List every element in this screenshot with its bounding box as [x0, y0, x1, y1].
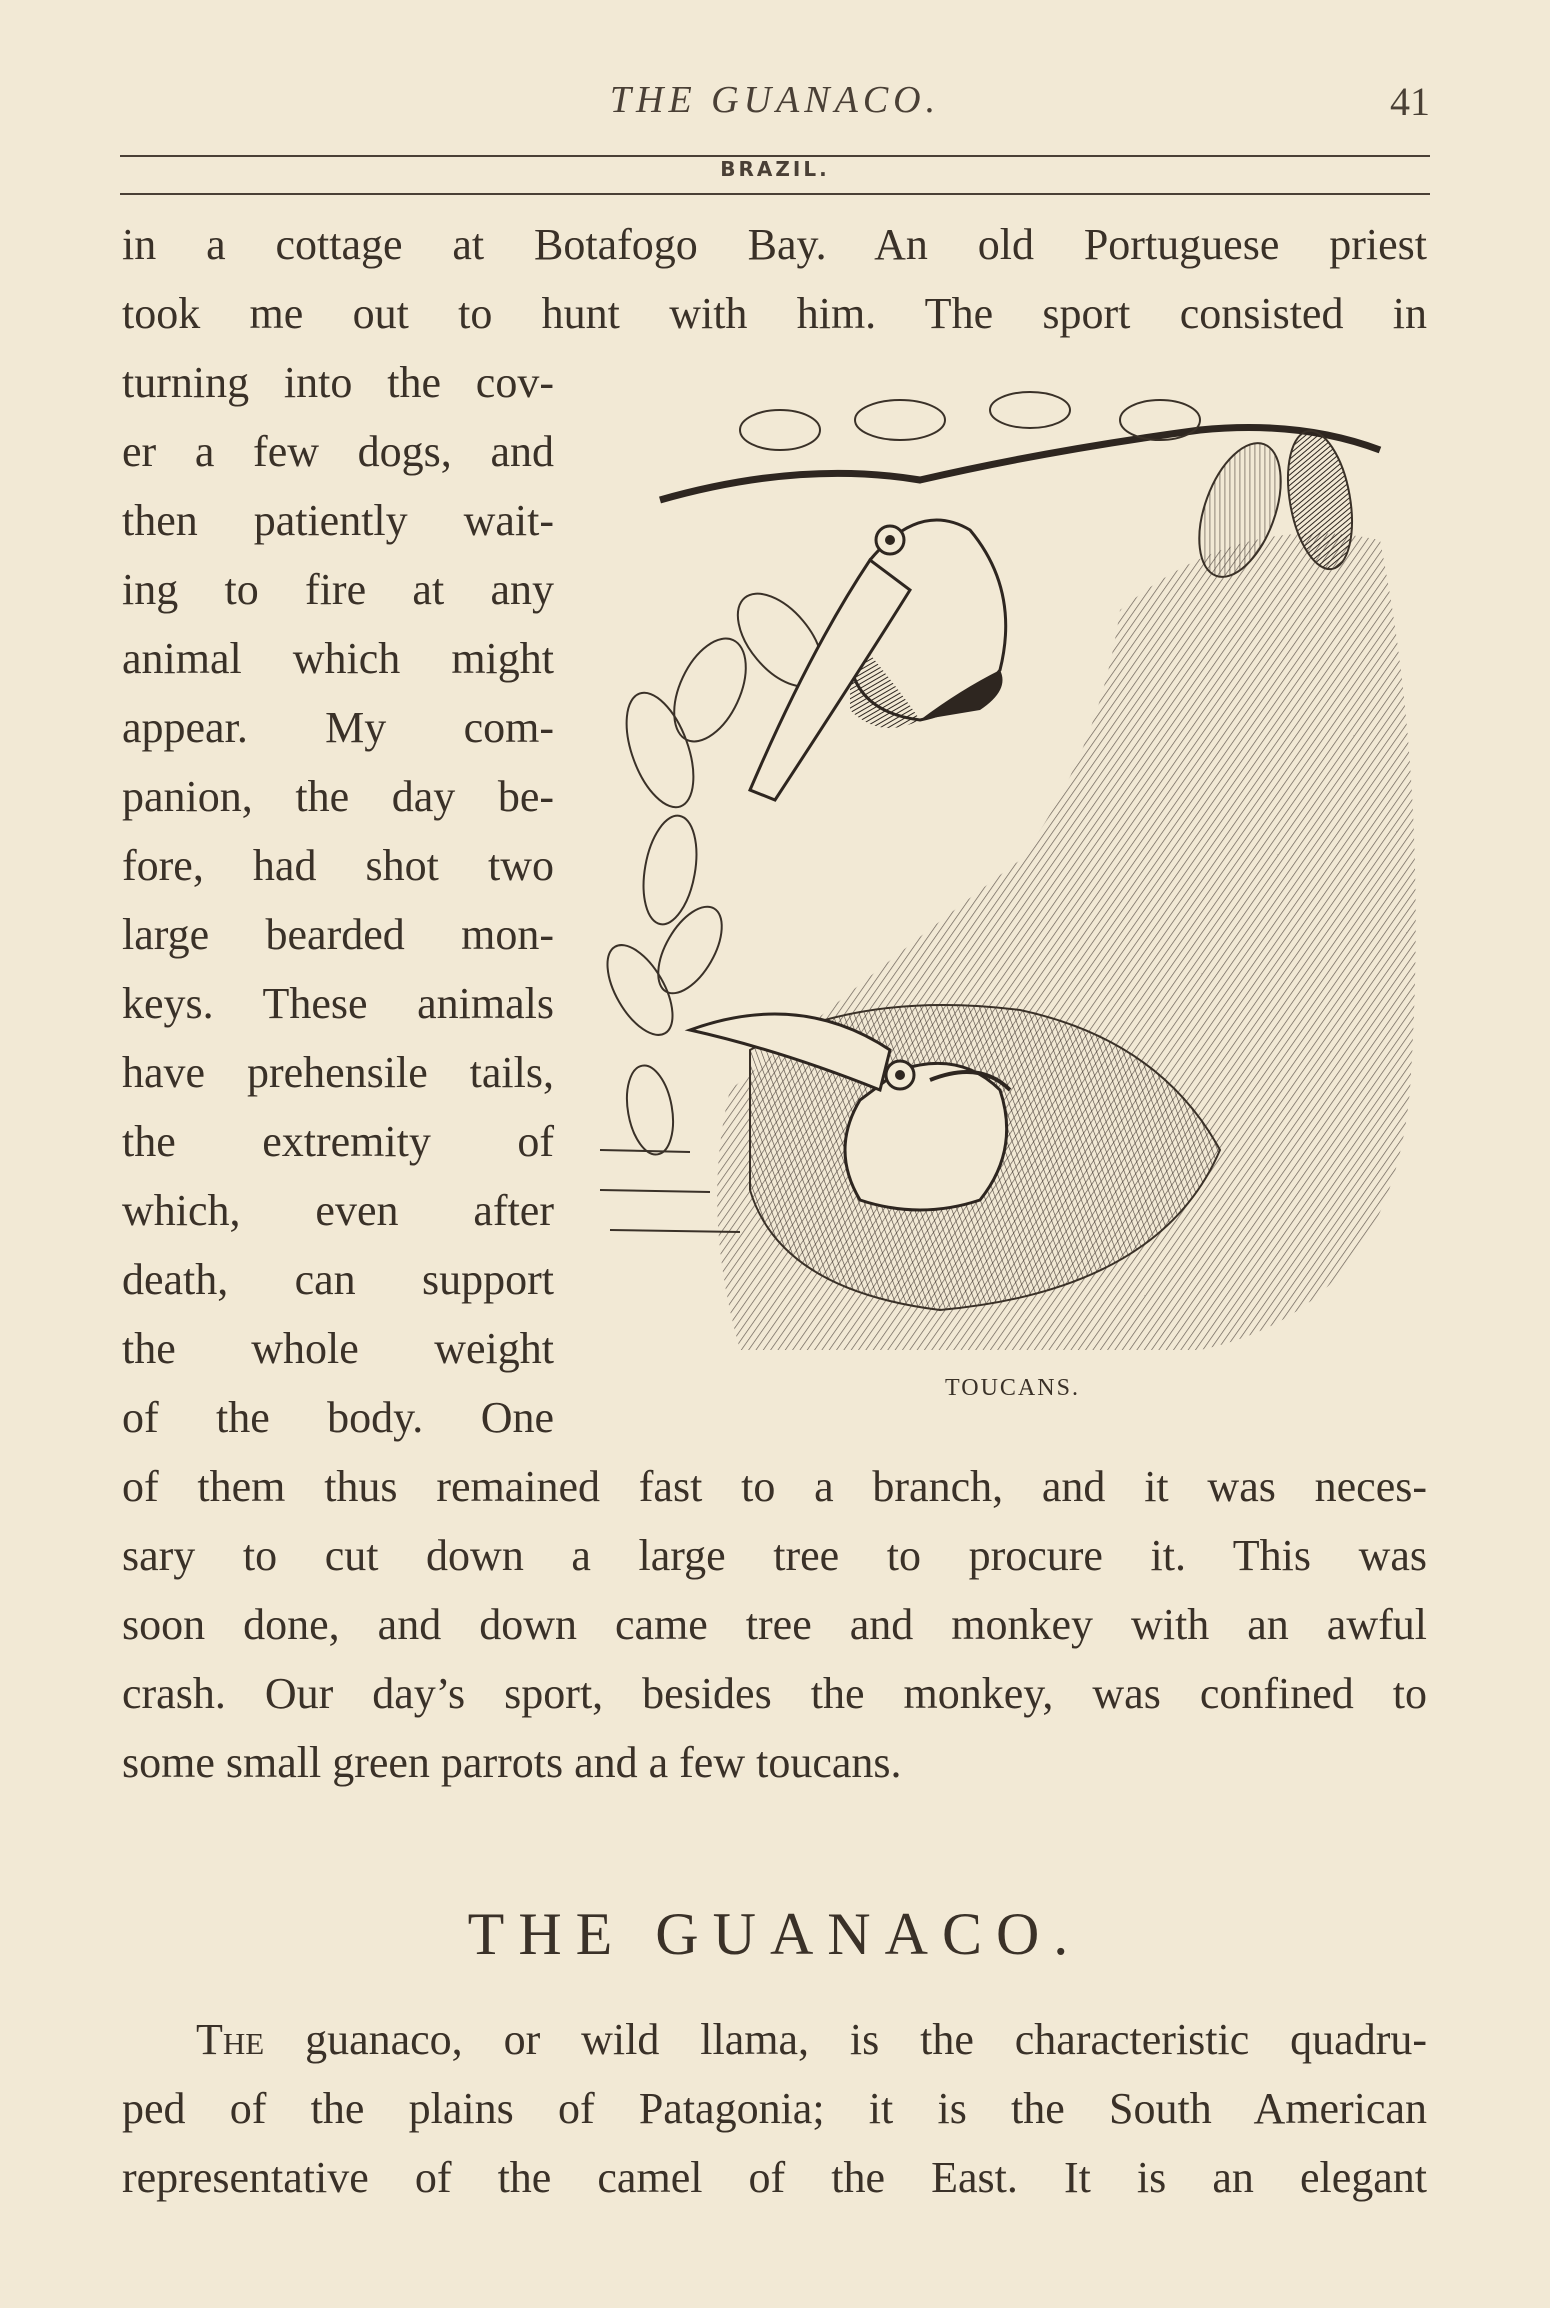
text-line: panion, the day be- — [122, 772, 554, 821]
text-line: of the body. One — [122, 1393, 554, 1442]
text-line: fore, had shot two — [122, 841, 554, 890]
text-line: took me out to hunt with him. The sport consisted in — [122, 289, 1427, 338]
text-line: the extremity of — [122, 1117, 554, 1166]
text-line: representative of the camel of the East. It is an elegant — [122, 2153, 1427, 2202]
section-heading: THE GUANACO. — [467, 1901, 1083, 1967]
upper-toucan — [750, 520, 1006, 800]
text-line: ped of the plains of Patagonia; it is the South American — [122, 2084, 1427, 2133]
text-line: large bearded mon- — [122, 910, 554, 959]
text-line: animal which might — [122, 634, 554, 683]
toucans-illustration — [600, 390, 1425, 1360]
text-line: then patiently wait- — [122, 496, 554, 545]
text-line: turning into the cov- — [122, 358, 554, 407]
text-line: appear. My com- — [122, 703, 554, 752]
text-line: which, even after — [122, 1186, 554, 1235]
figure-caption: TOUCANS. — [945, 1375, 1080, 1401]
text-line: sary to cut down a large tree to procure it. This was — [122, 1531, 1427, 1580]
running-title: THE GUANACO. — [609, 79, 941, 121]
toucans-engraving — [600, 390, 1425, 1401]
text-line: death, can support — [122, 1255, 554, 1304]
text-line: er a few dogs, and — [122, 427, 554, 476]
text-line: in a cottage at Botafogo Bay. An old Portuguese priest — [122, 220, 1427, 269]
text-line: soon done, and down came tree and monkey with an awful — [122, 1600, 1427, 1649]
text-line: have prehensile tails, — [122, 1048, 554, 1097]
page-number: 41 — [1390, 79, 1430, 124]
text-line: the whole weight — [122, 1324, 554, 1373]
text-line: ing to fire at any — [122, 565, 554, 614]
text-line — [196, 2010, 1427, 2070]
text-line: of them thus remained fast to a branch, and it was neces- — [122, 1462, 1427, 1511]
header-rule-bottom — [120, 193, 1430, 195]
text-line: crash. Our day’s sport, besides the monkey, was confined to — [122, 1669, 1427, 1718]
line-remainder: guanaco, or wild llama, is the characteristic quadru- — [264, 2015, 1427, 2064]
section-label: BRAZIL. — [720, 157, 830, 181]
text-line: some small green parrots and a few toucans. — [122, 1738, 902, 1787]
drop-word: The — [196, 2015, 265, 2064]
running-head — [120, 78, 1430, 128]
text-line: keys. These animals — [122, 979, 554, 1028]
